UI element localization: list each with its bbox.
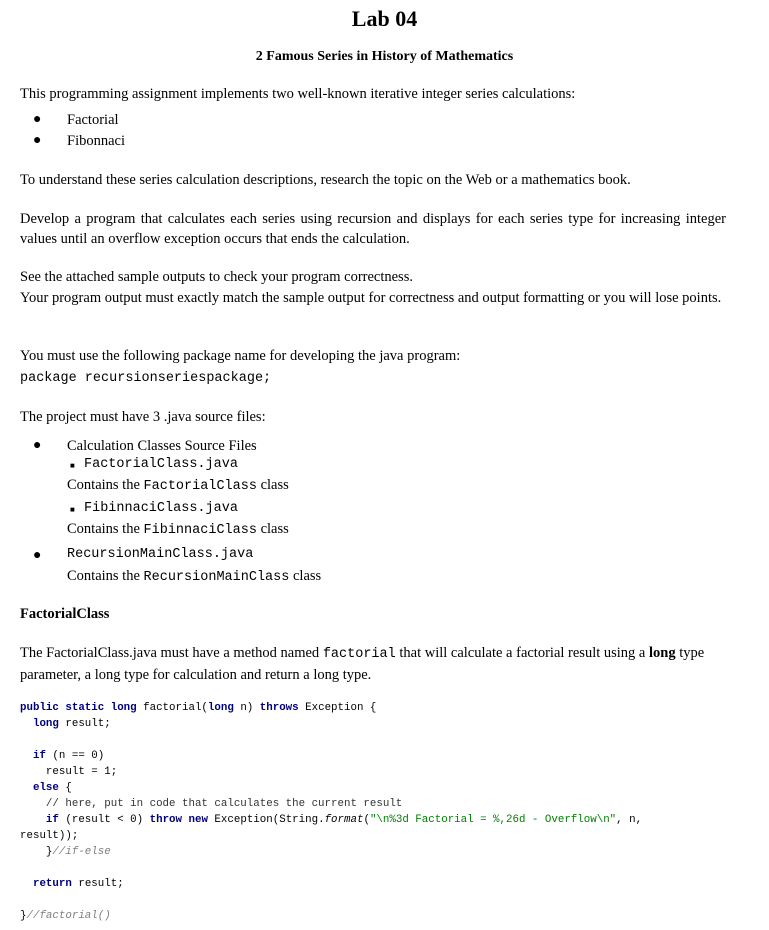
square-bullet-icon: ■ xyxy=(70,461,75,470)
factorial-file-name: FactorialClass.java xyxy=(84,457,238,472)
factorial-description: The FactorialClass.java must have a method named factorial that will calculate a factorial result using a long type parameter, a long type for calculation and return a long type. xyxy=(20,645,705,683)
main-contains: Contains the RecursionMainClass class xyxy=(67,568,322,585)
bullet-icon: ● xyxy=(33,133,42,148)
sample-line-1: See the attached sample outputs to check your program correctness. xyxy=(20,269,413,285)
sample-line-2: Your program output must exactly match the sample output for correctness and output formatting or you will lose points. xyxy=(20,290,722,306)
research-paragraph: To understand these series calculation descriptions, research the topic on the Web or a mathematics book. xyxy=(20,172,631,188)
develop-paragraph: Develop a program that calculates each series using recursion and displays for each series type for increasing integer values until an overflow exception occurs that ends the calculation. xyxy=(20,211,726,247)
section-heading: FactorialClass xyxy=(20,606,110,622)
factorial-contains: Contains the FactorialClass class xyxy=(67,477,289,494)
fibinnaci-contains: Contains the FibinnaciClass class xyxy=(67,521,289,538)
page-subtitle: 2 Famous Series in History of Mathematics xyxy=(255,49,514,64)
files-intro: The project must have 3 .java source files: xyxy=(20,409,266,425)
series-item-factorial: Factorial xyxy=(67,112,119,128)
package-intro: You must use the following package name for developing the java program: xyxy=(20,348,461,364)
code-block: public static long factorial(long n) throws Exception { long result; if (n == 0) result = 1; else { // here, put in code that calculates the current result if (result < 0) throw new Exception(String.format("\n%3d Factorial = %,26d - Overflow\n", n, result)); }//if-else return result; }//factorial() xyxy=(20,702,643,922)
intro-paragraph: This programming assignment implements two well-known iterative integer series calculations: xyxy=(20,86,576,102)
square-bullet-icon: ■ xyxy=(70,505,75,514)
package-statement: package recursionseriespackage; xyxy=(20,371,272,386)
page-title: Lab 04 xyxy=(351,6,418,31)
main-file-name: RecursionMainClass.java xyxy=(67,547,254,562)
series-item-fibonnaci: Fibonnaci xyxy=(67,133,125,149)
bullet-icon: ● xyxy=(33,112,42,127)
calc-files-label: Calculation Classes Source Files xyxy=(67,438,257,454)
bullet-icon: ● xyxy=(33,548,42,563)
bullet-icon: ● xyxy=(33,438,42,453)
fibinnaci-file-name: FibinnaciClass.java xyxy=(84,501,238,516)
